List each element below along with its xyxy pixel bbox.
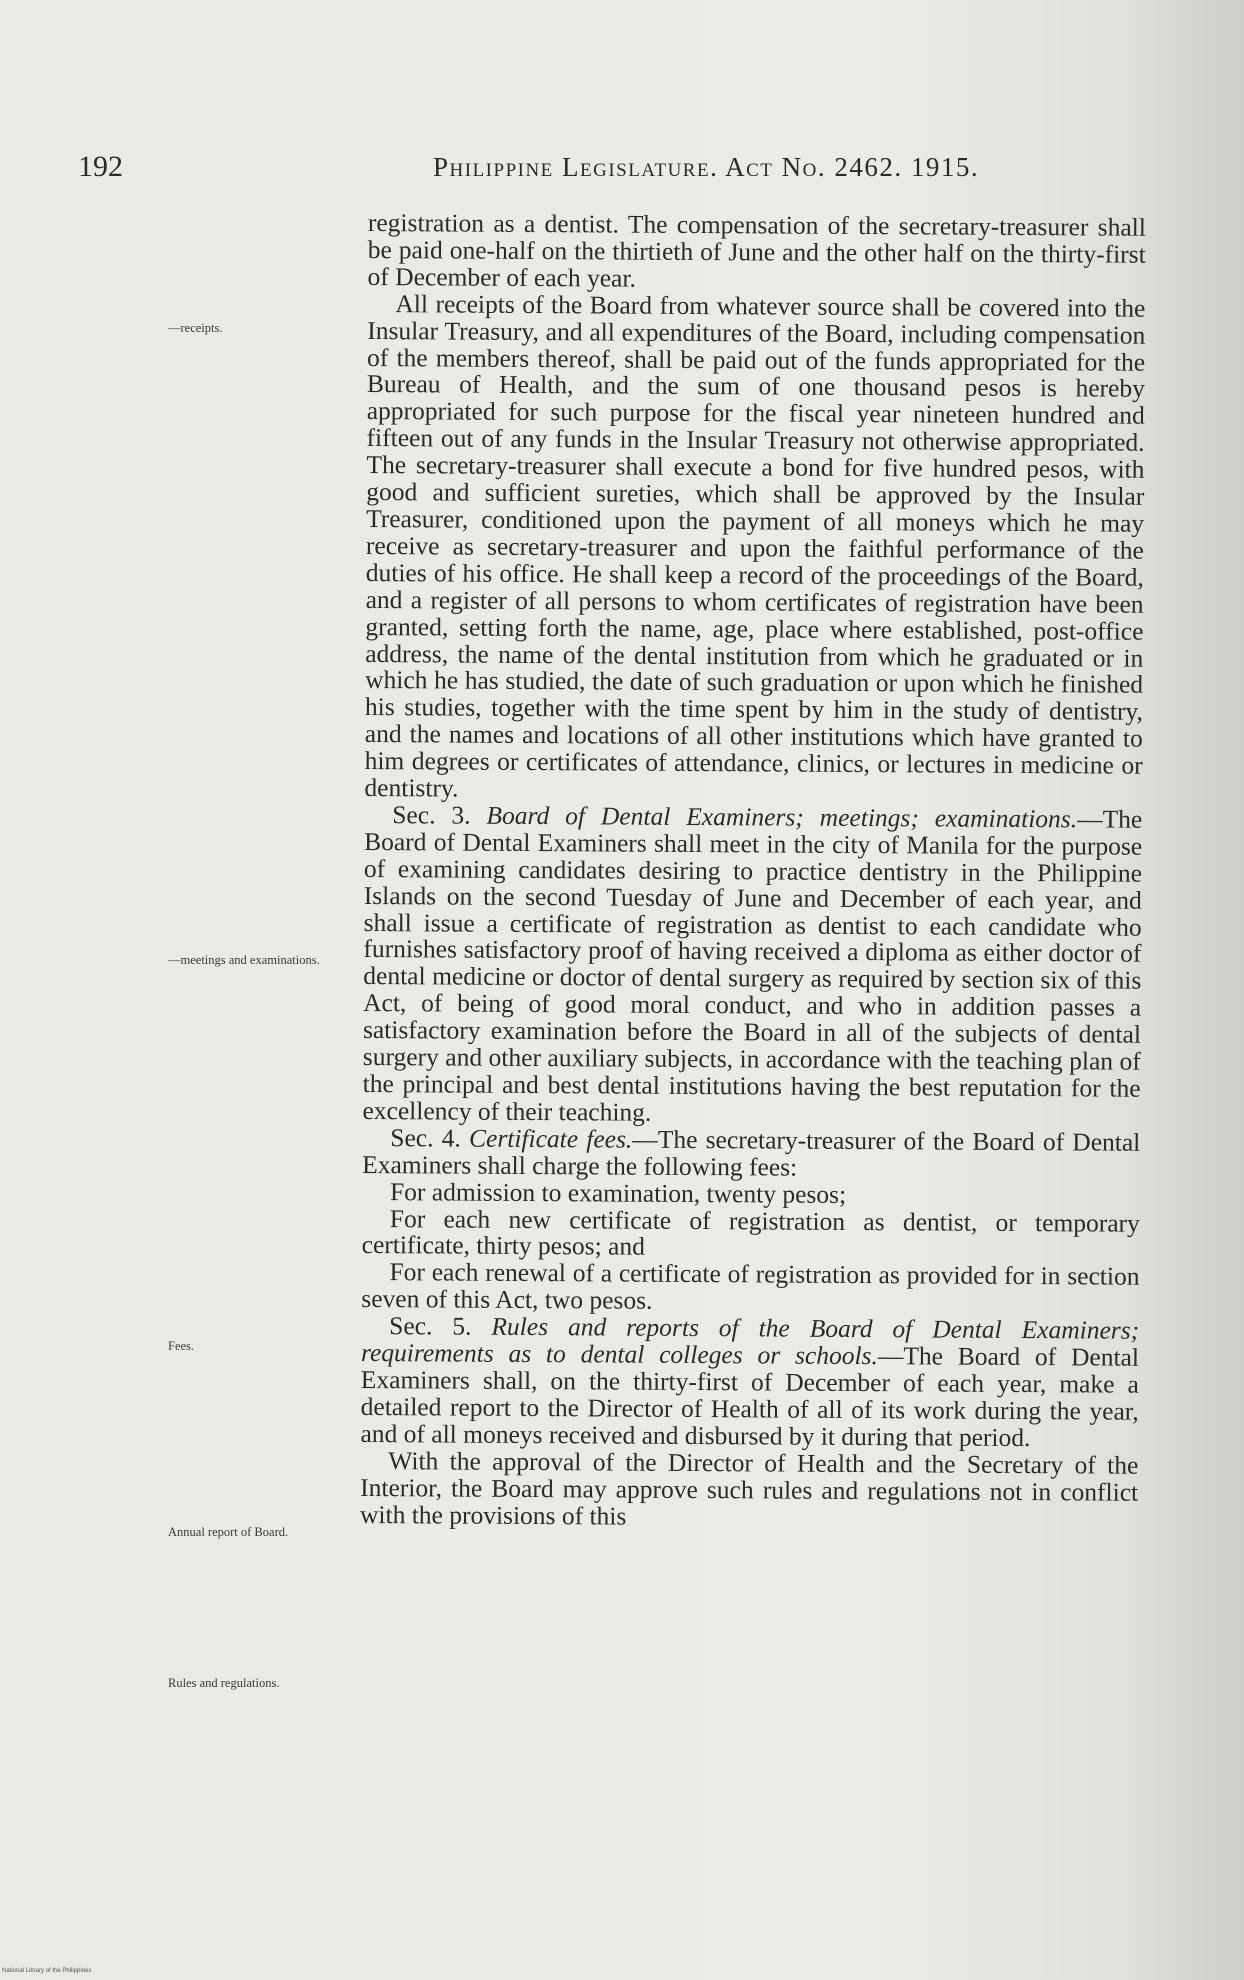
margin-note-meetings: —meetings and examinations.: [168, 953, 320, 967]
margin-note-fees: Fees.: [168, 1339, 195, 1353]
section-text: —The Board of Dental Examiners shall meet in the city of Manila for the purpose of examining candidates desiring to practice dentistry in the Philippine Islands on the second Tuesday of June and December of each year, and shall issue a certificate of registration as dentist to each candidate who furnishes satisfactory proof of having received a diploma as either doctor of dental medicine or doctor of dental surgery as required by section six of this Act, of being of good moral conduct, and who in addition passes a satisfactory examination before the Board in all of the subjects of dental surgery and other auxiliary subjects, in accordance with the teaching plan of the principal and best dental institutions having the best reputation for the excellency of their teaching.: [362, 804, 1143, 1127]
paragraph: With the approval of the Director of Health and the Secretary of the Interior, the Board may approve such rules and regulations not in conflict with the provisions of this: [359, 1445, 1139, 1531]
section-label: Sec. 5.: [389, 1311, 472, 1341]
section-title: Certificate fees.: [468, 1123, 633, 1154]
section-title: Board of Dental Examiners; meetings; examinations.: [486, 800, 1078, 834]
page-header: [78, 150, 1098, 190]
fee-item: For each new certificate of registration as dentist, or temporary certificate, thirty pesos; and: [361, 1203, 1140, 1262]
fee-item: For admission to examination, twenty pesos;: [389, 1176, 847, 1209]
section-text: —The secretary-treasurer of the Board of Dental Examiners shall charge the following fees:: [362, 1124, 1141, 1182]
section-4: [362, 1122, 1141, 1184]
running-title: Philippine Legislature. Act No. 2462. 1915.: [433, 152, 980, 182]
margin-note-receipts: —receipts.: [168, 321, 223, 335]
body-text: [360, 210, 1146, 1533]
paragraph: All receipts of the Board from whatever source shall be covered into the Insular Treasury, and all expenditures of the Board, including compensation of the members thereof, shall be paid out of the funds appropriated for the Bureau of Health, and the sum of one thousand pesos is hereby appropriated for such purpose for the fiscal year nineteen hundred and fifteen out of any funds in the Insular Treasury not otherwise appropriated. The secretary-treasurer shall execute a bond for five hundred pesos, with good and sufficient sureties, which shall be approved by the Insular Treasurer, conditioned upon the payment of all moneys which he may receive as secretary-treasurer and upon the faithful performance of the duties of his office. He shall keep a record of the proceedings of the Board, and a register of all persons to whom certificates of registration have been granted, setting forth the name, age, place where established, post-office address, the name of the dental institution from which he graduated or in which he has studied, the date of such graduation or upon which he finished his studies, together with the time spent by him in the study of dentistry, and the names and locations of all other institutions which have granted to him degrees or certificates of attendance, clinics, or lectures in medicine or dentistry.: [364, 288, 1146, 803]
footer-source: National Library of the Philippines: [2, 1968, 92, 1974]
margin-note-rules: Rules and regulations.: [168, 1676, 280, 1690]
section-label: Sec. 3.: [392, 800, 471, 830]
section-5: [360, 1313, 1139, 1452]
paragraph: registration as a dentist. The compensation of the secretary-treasurer shall be paid one-half on the thirtieth of June and the other half on the thirty-first of December of each year.: [367, 208, 1146, 293]
section-title: Rules and reports of the Board of Dental Examiners; requirements as to dental colleges or schools.: [360, 1311, 1140, 1371]
margin-note-annual-report: Annual report of Board.: [168, 1525, 289, 1539]
section-label: Sec. 4.: [390, 1122, 461, 1153]
section-3: [362, 802, 1142, 1130]
section-text: —The Board of Dental Examiners shall, on the thirty-first of December of each year, make a detailed report to the Director of Health of all of its work during the year, and of all moneys received and disbursed by it during that period.: [360, 1341, 1140, 1452]
page-number: 192: [78, 150, 123, 183]
fee-item: For each renewal of a certificate of registration as provided for in section seven of this Act, two pesos.: [361, 1257, 1140, 1316]
